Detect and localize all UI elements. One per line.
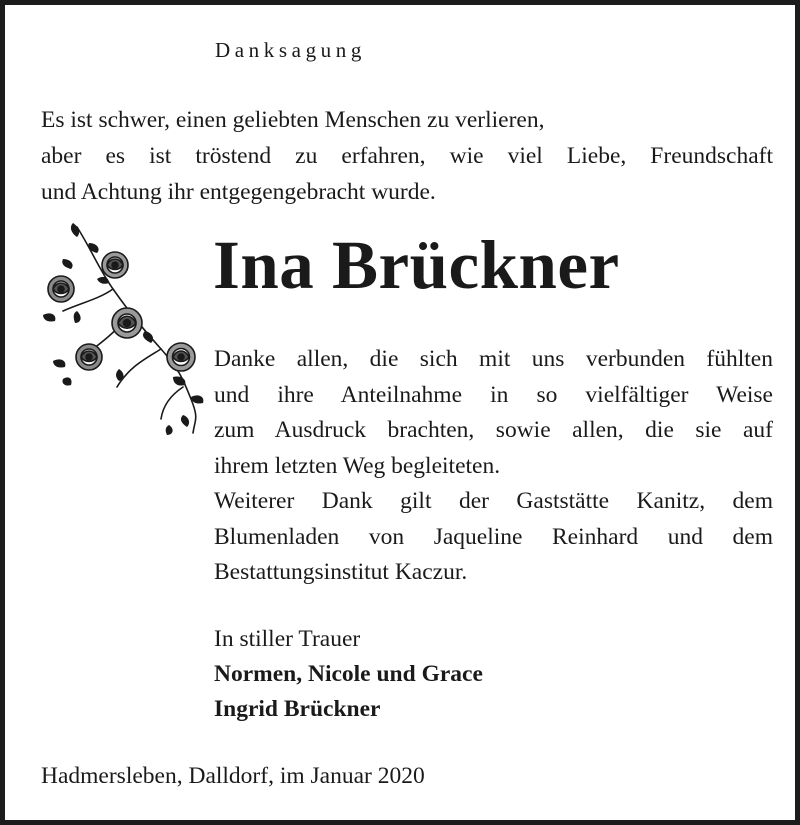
rose [112, 308, 142, 338]
intro-line: und Achtung ihr entgegengebracht wurde. [41, 179, 436, 205]
mourner-name: Ingrid Brückner [214, 696, 381, 722]
mourner-name: Normen, Nicole und Grace [214, 661, 483, 687]
intro-text [41, 102, 773, 210]
thanks-line: Blumenladen von Jaqueline Reinhard und dem [214, 523, 773, 550]
mourning-line: In stiller Trauer [214, 626, 361, 652]
thanks-line: Bestattungsinstitut Kaczur. [214, 559, 468, 585]
thanks-line: Weiterer Dank gilt der Gaststätte Kanitz, dem [214, 488, 773, 514]
thanks-line: zum Ausdruck brachten, sowie allen, die sie auf [214, 417, 773, 443]
deceased-name: Ina Brückner [213, 227, 620, 303]
thanks-line: ihrem letzten Weg begleiteten. [214, 452, 501, 479]
rose [167, 343, 195, 371]
thanks-line: und ihre Anteilnahme in so vielfältiger Weise [214, 381, 773, 408]
rose [76, 344, 102, 370]
notice-heading: Danksagung [215, 38, 366, 62]
thanks-line: Danke allen, die sich mit uns verbunden fühlten [214, 346, 773, 372]
thanks-text [214, 342, 773, 591]
rose [48, 276, 74, 302]
rose [102, 252, 128, 278]
place-and-date: Hadmersleben, Dalldorf, im Januar 2020 [41, 763, 425, 789]
rose-branch-icon [33, 219, 211, 441]
intro-line: aber es ist tröstend zu erfahren, wie viel Liebe, Freundschaft [41, 143, 773, 169]
intro-line: Es ist schwer, einen geliebten Menschen zu verlieren, [41, 107, 545, 133]
mourners-block [214, 622, 483, 727]
